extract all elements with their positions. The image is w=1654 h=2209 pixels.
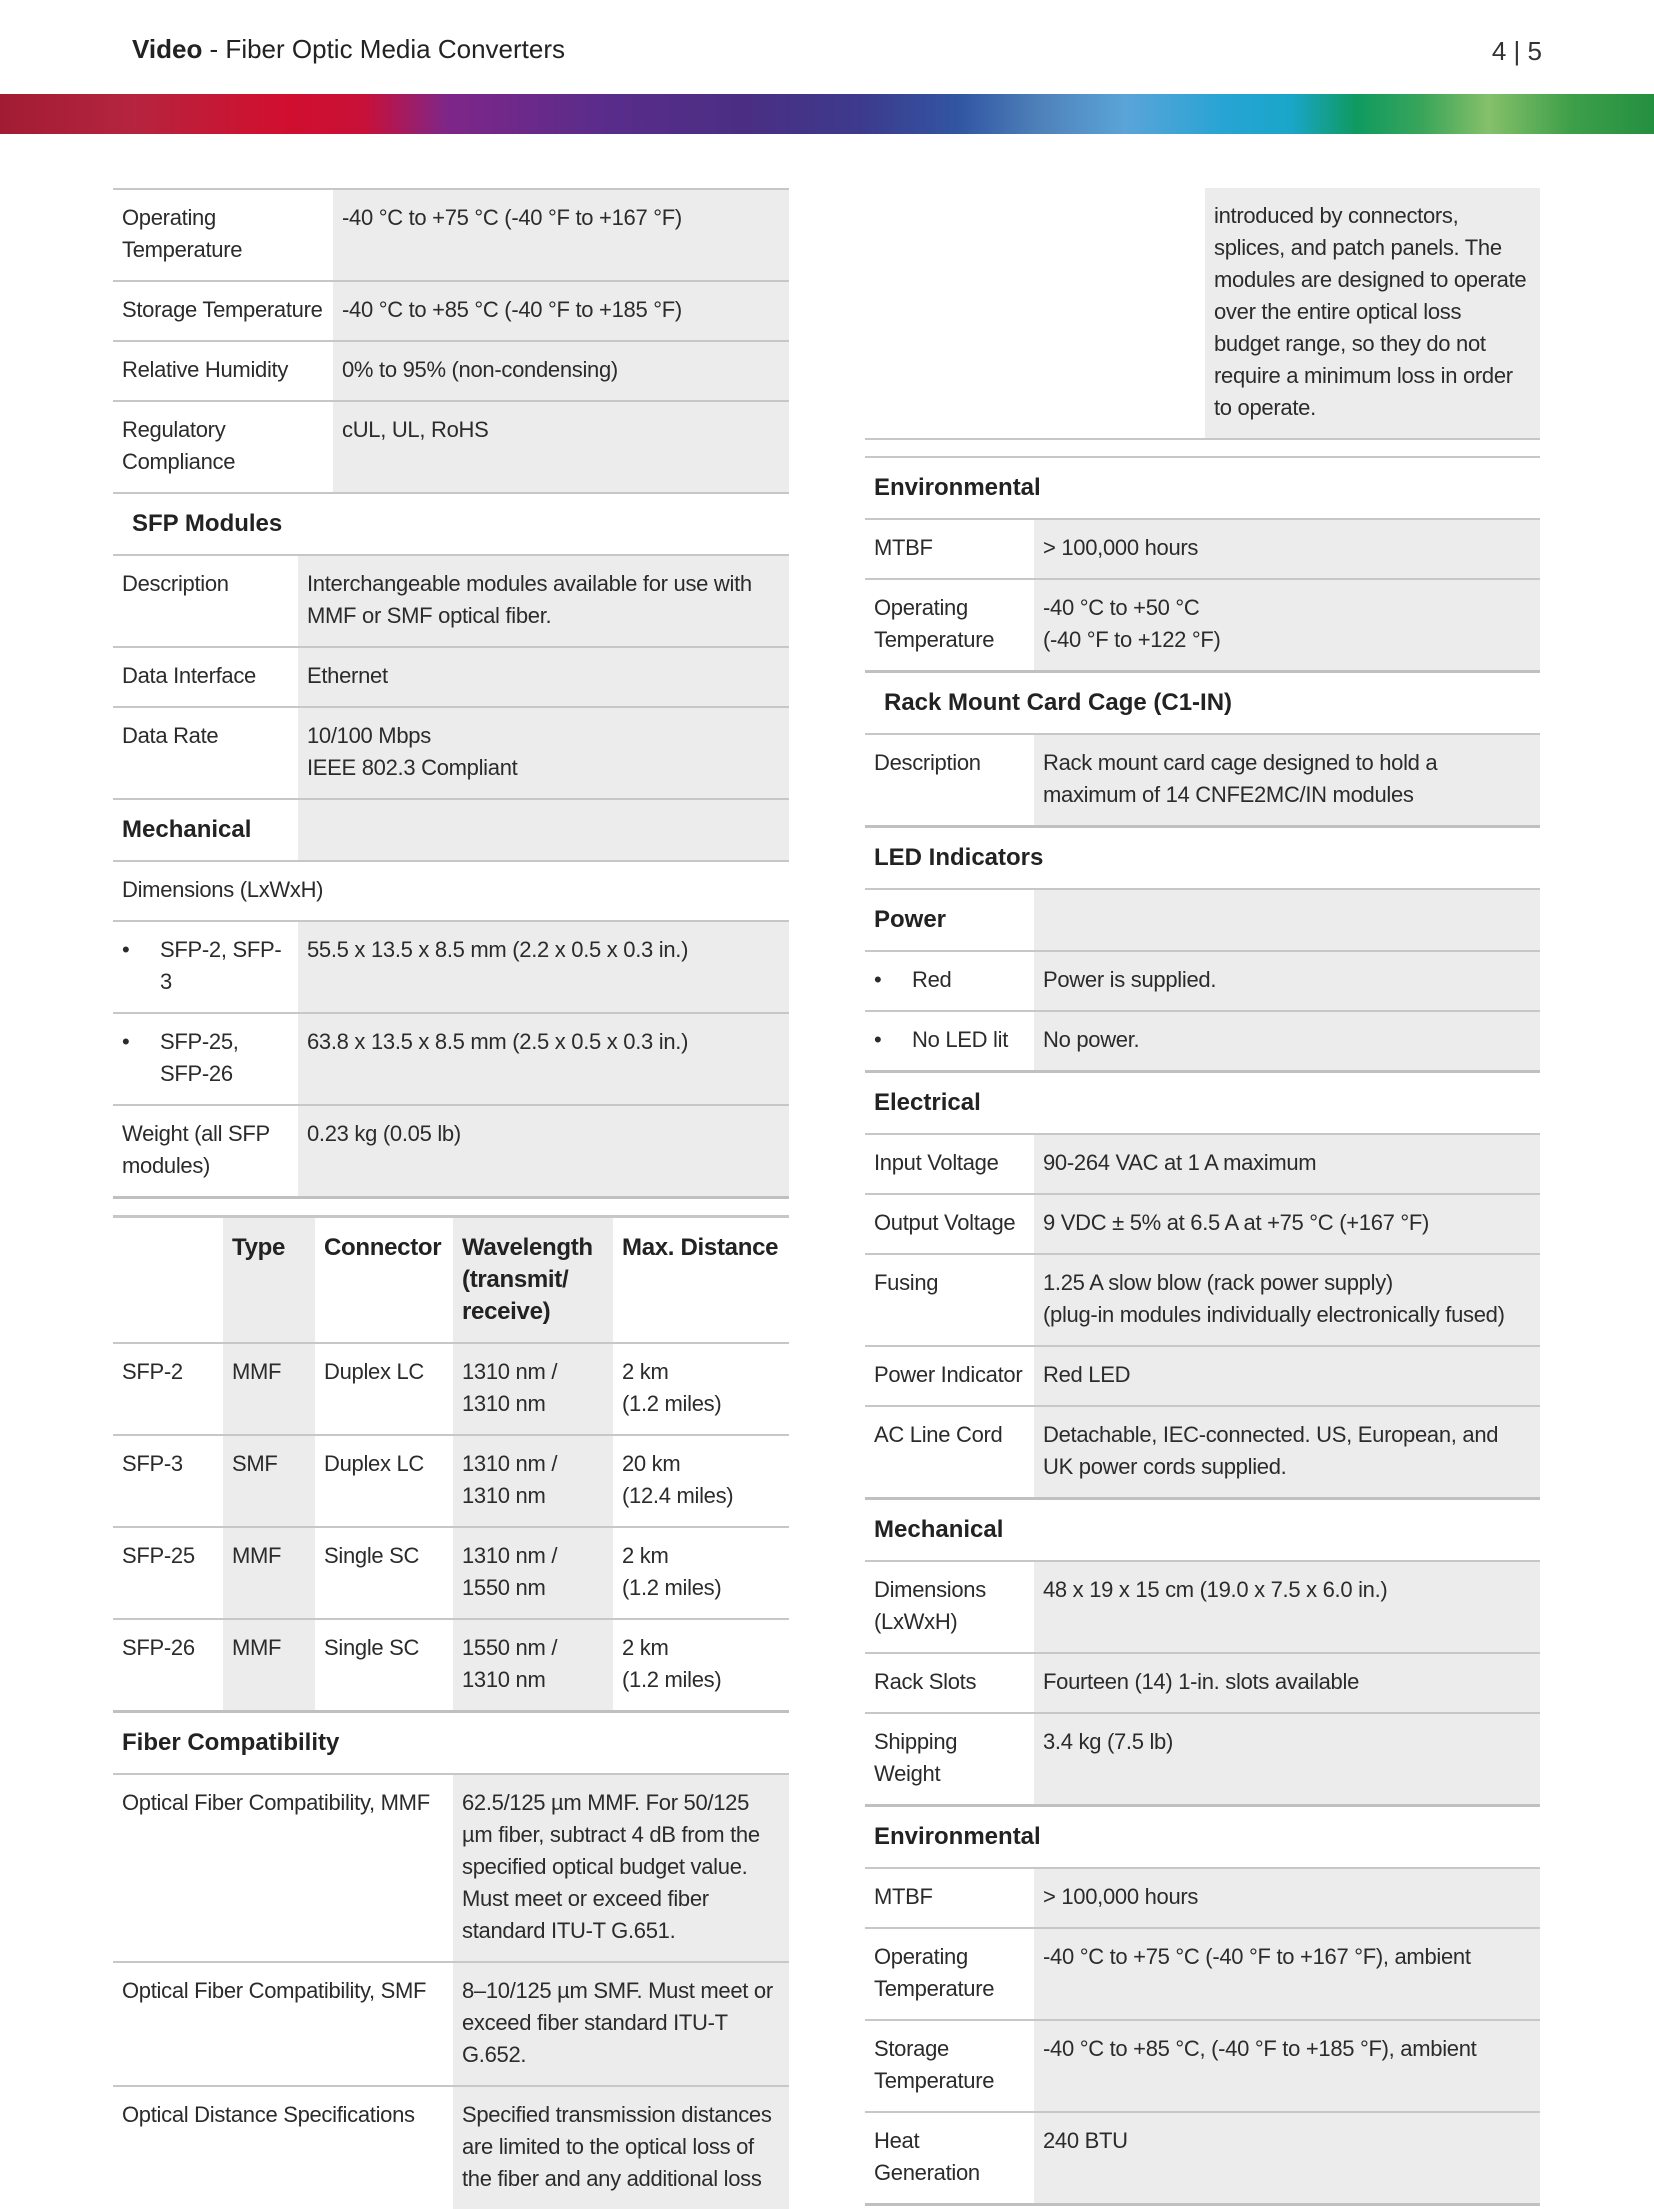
spec-value-line: 1.25 A slow blow (rack power supply) xyxy=(1043,1270,1393,1295)
spec-label: Description xyxy=(122,571,229,596)
spec-value: 63.8 x 13.5 x 8.5 mm (2.5 x 0.5 x 0.3 in.) xyxy=(298,1014,789,1104)
bullet: • xyxy=(122,1029,130,1054)
section-title: Environmental xyxy=(874,1823,1041,1850)
bullet: • xyxy=(874,967,882,992)
spec-row xyxy=(865,735,1540,828)
spec-value-line: (plug-in modules individually electronically fused) xyxy=(1043,1302,1505,1327)
spec-row xyxy=(113,2087,789,2209)
spec-value: 240 BTU xyxy=(1034,2113,1540,2203)
cell-line: 2 km xyxy=(622,1543,669,1568)
spec-label: Input Voltage xyxy=(874,1150,999,1175)
cell-line: 1310 nm / xyxy=(462,1451,558,1476)
spec-value-line: (-40 °F to +122 °F) xyxy=(1043,627,1221,652)
table-cell: MMF xyxy=(223,1619,315,1712)
spec-row xyxy=(865,1714,1540,1807)
section-title: Power xyxy=(874,906,947,933)
bullet: • xyxy=(874,1027,882,1052)
section-title: Rack Mount Card Cage (C1-IN) xyxy=(884,689,1233,716)
spec-value: > 100,000 hours xyxy=(1034,1869,1540,1927)
column-header: Type xyxy=(223,1217,315,1344)
cell-line: (1.2 miles) xyxy=(622,1667,722,1692)
table-cell xyxy=(453,1619,613,1712)
title-bold: Video xyxy=(132,34,203,64)
spec-row xyxy=(113,188,789,282)
spec-value: 90-264 VAC at 1 A maximum xyxy=(1034,1135,1540,1193)
spec-row xyxy=(113,1014,789,1106)
table-cell: Single SC xyxy=(324,1635,420,1660)
section-heading-sfp-modules xyxy=(113,494,789,556)
column-header: Max. Distance xyxy=(622,1234,779,1261)
spec-label xyxy=(113,1014,298,1104)
brand-color-band xyxy=(0,94,1654,134)
spec-value: 0% to 95% (non-condensing) xyxy=(333,342,789,400)
bullet-text: SFP-25, SFP-26 xyxy=(160,1029,239,1086)
spec-row xyxy=(865,2113,1540,2206)
spec-value: -40 °C to +85 °C, (-40 °F to +185 °F), ambient xyxy=(1034,2021,1540,2111)
spec-value: Interchangeable modules available for use with MMF or SMF optical fiber. xyxy=(298,556,789,646)
cell-line: 1310 nm xyxy=(462,1667,546,1692)
table-cell: MMF xyxy=(223,1343,315,1435)
spec-label: Data Rate xyxy=(122,723,219,748)
spec-label xyxy=(113,922,298,1012)
spec-label: Weight (all SFP modules) xyxy=(122,1121,270,1178)
spec-row xyxy=(865,1654,1540,1714)
spec-row xyxy=(113,1775,789,1963)
spec-value: Power is supplied. xyxy=(1034,952,1540,1010)
subsection-heading-power xyxy=(865,890,1540,952)
section-heading-rack-mount xyxy=(865,673,1540,735)
table-cell: Single SC xyxy=(324,1543,420,1568)
spec-row xyxy=(113,556,789,648)
spec-label: Power Indicator xyxy=(874,1362,1023,1387)
section-title: LED Indicators xyxy=(874,844,1044,871)
spec-label: Storage Temperature xyxy=(874,2036,995,2093)
title-rest: - Fiber Optic Media Converters xyxy=(202,34,565,64)
spec-row xyxy=(865,1195,1540,1255)
cell-line: 1310 nm xyxy=(462,1483,546,1508)
section-fill xyxy=(298,800,789,860)
spec-value: -40 °C to +85 °C (-40 °F to +185 °F) xyxy=(333,282,789,340)
spec-value: 48 x 19 x 15 cm (19.0 x 7.5 x 6.0 in.) xyxy=(1034,1562,1540,1652)
cell-line: 1550 nm xyxy=(462,1575,546,1600)
spec-row xyxy=(113,402,789,494)
document-title xyxy=(132,34,565,65)
table-cell: Duplex LC xyxy=(324,1451,425,1476)
cell-line: (1.2 miles) xyxy=(622,1575,722,1600)
spec-label: Shipping Weight xyxy=(874,1729,958,1786)
spec-label: Output Voltage xyxy=(874,1210,1016,1235)
table-cell: SMF xyxy=(223,1435,315,1527)
cell-line: 1310 nm / xyxy=(462,1359,558,1384)
spec-label-empty xyxy=(865,188,1205,438)
table-cell xyxy=(613,1527,789,1619)
cell-line: (1.2 miles) xyxy=(622,1391,722,1416)
spec-row xyxy=(865,952,1540,1012)
spec-row xyxy=(865,2021,1540,2113)
cell-line: (12.4 miles) xyxy=(622,1483,734,1508)
section-title: Fiber Compatibility xyxy=(122,1729,340,1756)
spec-value: Ethernet xyxy=(298,648,789,706)
spec-value: > 100,000 hours xyxy=(1034,520,1540,578)
spec-row xyxy=(865,1929,1540,2021)
section-title: SFP Modules xyxy=(132,510,283,537)
column-header xyxy=(113,1217,223,1344)
section-title: Environmental xyxy=(874,474,1041,501)
spec-label xyxy=(865,952,1034,1010)
table-row xyxy=(113,1343,789,1435)
table-cell xyxy=(453,1527,613,1619)
spec-label: Rack Slots xyxy=(874,1669,977,1694)
section-title: Electrical xyxy=(874,1089,981,1116)
spec-label: Operating Temperature xyxy=(122,205,243,262)
spec-label: Regulatory Compliance xyxy=(122,417,236,474)
spec-value: 3.4 kg (7.5 lb) xyxy=(1034,1714,1540,1804)
spec-row xyxy=(865,1562,1540,1654)
cell-line: 20 km xyxy=(622,1451,681,1476)
spec-row xyxy=(113,862,789,922)
section-heading-fiber-compatibility xyxy=(113,1713,789,1775)
column-header: Connector xyxy=(324,1234,442,1261)
spec-value: Specified transmission distances are limited to the optical loss of the fiber and any additional loss xyxy=(453,2087,789,2209)
bullet-text: No LED lit xyxy=(912,1027,1009,1052)
cell-line: 1310 nm xyxy=(462,1391,546,1416)
spec-row xyxy=(113,282,789,342)
spec-value xyxy=(1034,580,1540,670)
table-cell xyxy=(453,1343,613,1435)
table-row xyxy=(113,1619,789,1712)
spec-row xyxy=(865,1347,1540,1407)
section-heading-led-indicators xyxy=(865,828,1540,890)
spec-label: Description xyxy=(874,750,981,775)
bullet-text: Red xyxy=(912,967,952,992)
spec-label: Relative Humidity xyxy=(122,357,289,382)
spec-label: Dimensions (LxWxH) xyxy=(122,877,324,902)
spec-row xyxy=(865,1012,1540,1073)
spec-value: 55.5 x 13.5 x 8.5 mm (2.2 x 0.5 x 0.3 in.) xyxy=(298,922,789,1012)
section-title: Mechanical xyxy=(122,816,252,843)
spec-value xyxy=(298,708,789,798)
spec-row xyxy=(865,1407,1540,1500)
spec-value-line: -40 °C to +50 °C xyxy=(1043,595,1200,620)
spec-value: 8–10/125 µm SMF. Must meet or exceed fiber standard ITU-T G.652. xyxy=(453,1963,789,2085)
cell-line: 1310 nm / xyxy=(462,1543,558,1568)
table-row xyxy=(113,1435,789,1527)
spec-row xyxy=(865,1135,1540,1195)
page-header xyxy=(0,0,1654,94)
section-heading-mechanical xyxy=(865,1500,1540,1562)
spec-label: Dimensions (LxWxH) xyxy=(874,1577,986,1634)
spec-value: introduced by connectors, splices, and patch panels. The modules are designed to operate over the entire optical loss budget range, so they do not require a minimum loss in order to operate. xyxy=(1205,188,1540,438)
spec-value: -40 °C to +75 °C (-40 °F to +167 °F), ambient xyxy=(1034,1929,1540,2019)
spec-row xyxy=(113,1106,789,1199)
spec-row-continued xyxy=(865,188,1540,440)
spec-label: Operating Temperature xyxy=(874,1944,995,2001)
spec-row xyxy=(113,1963,789,2087)
section-title: Mechanical xyxy=(874,1516,1004,1543)
table-cell: SFP-3 xyxy=(122,1451,183,1476)
spec-label: Optical Fiber Compatibility, SMF xyxy=(122,1978,427,2003)
table-cell: SFP-2 xyxy=(122,1359,183,1384)
spec-value: -40 °C to +75 °C (-40 °F to +167 °F) xyxy=(333,190,789,280)
spec-value: 0.23 kg (0.05 lb) xyxy=(298,1106,789,1196)
spec-label: MTBF xyxy=(874,535,933,560)
spec-value: cUL, UL, RoHS xyxy=(333,402,789,492)
spec-label xyxy=(865,1012,1034,1070)
spec-label: Fusing xyxy=(874,1270,939,1295)
spec-label: Storage Temperature xyxy=(122,297,323,322)
spec-value-line: 10/100 Mbps xyxy=(307,723,431,748)
spec-value: 9 VDC ± 5% at 6.5 A at +75 °C (+167 °F) xyxy=(1034,1195,1540,1253)
table-cell xyxy=(613,1343,789,1435)
left-column xyxy=(113,188,789,2209)
spec-row xyxy=(113,708,789,800)
section-heading-environmental-2 xyxy=(865,1807,1540,1869)
table-cell: SFP-25 xyxy=(122,1543,195,1568)
cell-line: 1550 nm / xyxy=(462,1635,558,1660)
table-cell: Duplex LC xyxy=(324,1359,425,1384)
spec-label: Optical Fiber Compatibility, MMF xyxy=(122,1790,430,1815)
spec-label: AC Line Cord xyxy=(874,1422,1003,1447)
spec-row xyxy=(113,648,789,708)
table-cell: SFP-26 xyxy=(122,1635,195,1660)
spec-label: Heat Generation xyxy=(874,2128,980,2185)
section-heading-electrical xyxy=(865,1073,1540,1135)
spec-value: Detachable, IEC-connected. US, European, and UK power cords supplied. xyxy=(1034,1407,1540,1497)
right-column xyxy=(865,188,1540,2206)
spec-row xyxy=(865,1255,1540,1347)
spec-row xyxy=(865,580,1540,673)
spec-row xyxy=(113,342,789,402)
spec-value: 62.5/125 µm MMF. For 50/125 µm fiber, subtract 4 dB from the specified optical budget value. Must meet or exceed fiber standard ITU-T G.651. xyxy=(453,1775,789,1961)
spec-value-line: IEEE 802.3 Compliant xyxy=(307,755,518,780)
table-cell xyxy=(613,1435,789,1527)
spec-row xyxy=(865,520,1540,580)
spec-value xyxy=(1034,1255,1540,1345)
table-cell: MMF xyxy=(223,1527,315,1619)
sfp-table xyxy=(113,1215,789,1713)
table-cell xyxy=(613,1619,789,1712)
spec-label: Optical Distance Specifications xyxy=(122,2102,415,2127)
spec-row xyxy=(865,1869,1540,1929)
cell-line: 2 km xyxy=(622,1359,669,1384)
spec-value: Red LED xyxy=(1034,1347,1540,1405)
page-number: 4 | 5 xyxy=(1491,36,1542,66)
section-fill xyxy=(1034,890,1540,950)
spec-row xyxy=(113,922,789,1014)
cell-line: 2 km xyxy=(622,1635,669,1660)
section-heading-mechanical xyxy=(113,800,789,862)
spec-value: No power. xyxy=(1034,1012,1540,1070)
spec-value: Fourteen (14) 1-in. slots available xyxy=(1034,1654,1540,1712)
table-row xyxy=(113,1527,789,1619)
spec-value: Rack mount card cage designed to hold a maximum of 14 CNFE2MC/IN modules xyxy=(1034,735,1540,825)
table-cell xyxy=(453,1435,613,1527)
section-heading-environmental xyxy=(865,456,1540,520)
table-header-row xyxy=(113,1217,789,1344)
column-header: Wavelength (transmit/ receive) xyxy=(453,1217,613,1344)
bullet: • xyxy=(122,937,130,962)
spec-label: MTBF xyxy=(874,1884,933,1909)
spec-label: Operating Temperature xyxy=(874,595,995,652)
spec-label: Data Interface xyxy=(122,663,256,688)
bullet-text: SFP-2, SFP-3 xyxy=(160,937,282,994)
